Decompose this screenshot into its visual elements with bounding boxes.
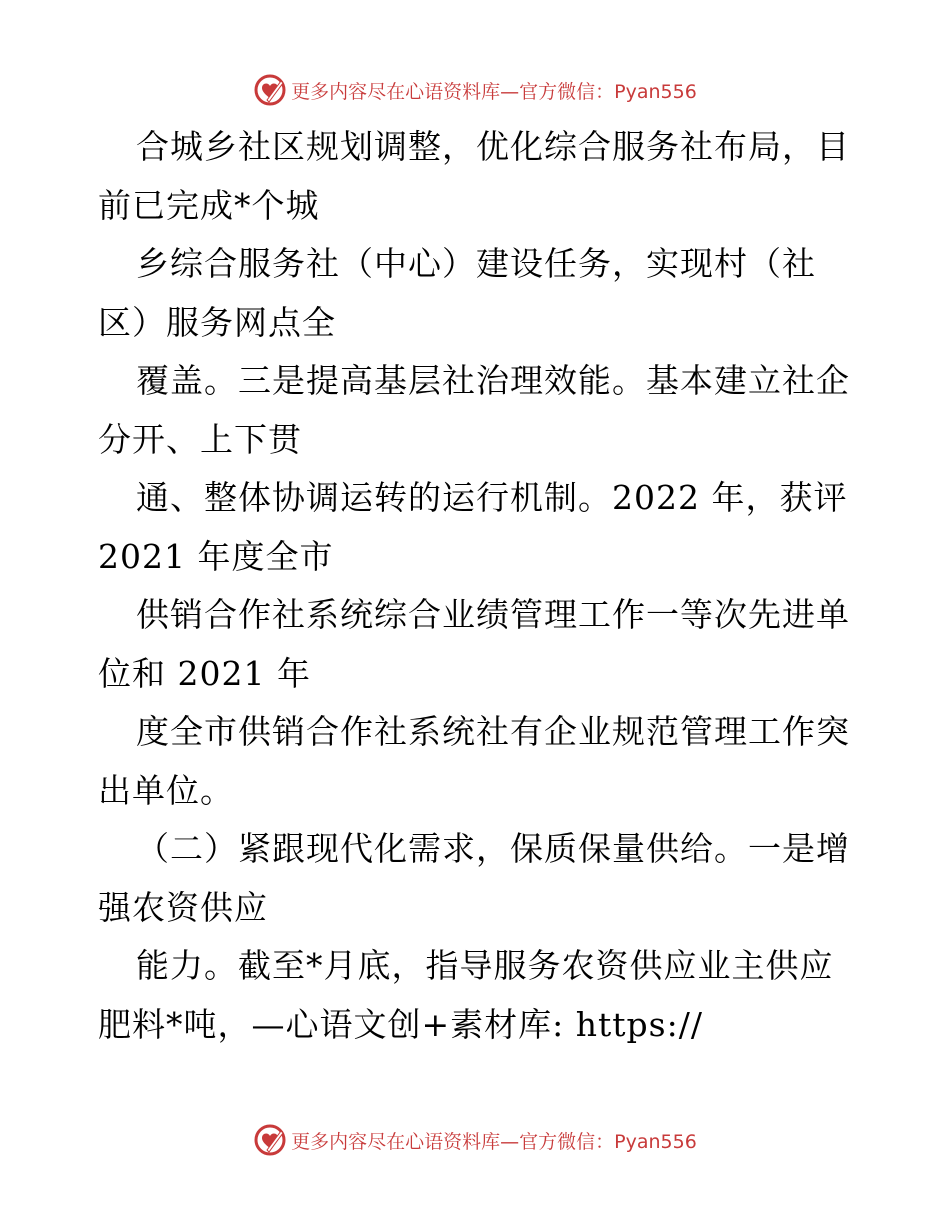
body-line: 供销合作社系统综合业绩管理工作一等次先进单 xyxy=(136,595,850,634)
body-line: 乡综合服务社（中心）建设任务，实现村（社 xyxy=(136,244,816,283)
footer-banner-text: 更多内容尽在心语资料库—官方微信：Pyan556 xyxy=(291,1130,697,1153)
header-banner xyxy=(0,70,950,110)
body-line: 出单位。 xyxy=(98,770,234,810)
body-line: 位和 2021 年 xyxy=(98,653,311,693)
body-line: 区）服务网点全 xyxy=(98,302,336,342)
document-body xyxy=(98,118,858,1054)
heart-pen-logo-icon xyxy=(253,1123,287,1157)
body-line: 通、整体协调运转的运行机制。2022 年，获评 xyxy=(136,478,848,517)
body-line: 前已完成*个城 xyxy=(98,185,320,225)
body-line: 合城乡社区规划调整，优化综合服务社布局，目 xyxy=(136,127,850,166)
footer-banner xyxy=(0,1120,950,1160)
body-line: 能力。截至*月底，指导服务农资供应业主供应 xyxy=(136,946,834,985)
body-line: 强农资供应 xyxy=(98,887,268,927)
body-line: 覆盖。三是提高基层社治理效能。基本建立社企 xyxy=(136,361,850,400)
body-line: 2021 年度全市 xyxy=(98,536,334,576)
body-line: （二）紧跟现代化需求，保质保量供给。一是增 xyxy=(136,829,850,868)
heart-pen-logo-icon xyxy=(253,73,287,107)
body-line: 肥料*吨，—心语文创+素材库: https:// xyxy=(98,1004,703,1044)
body-line: 度全市供销合作社系统社有企业规范管理工作突 xyxy=(136,712,850,751)
body-line: 分开、上下贯 xyxy=(98,419,302,459)
header-banner-text: 更多内容尽在心语资料库—官方微信：Pyan556 xyxy=(291,80,697,103)
